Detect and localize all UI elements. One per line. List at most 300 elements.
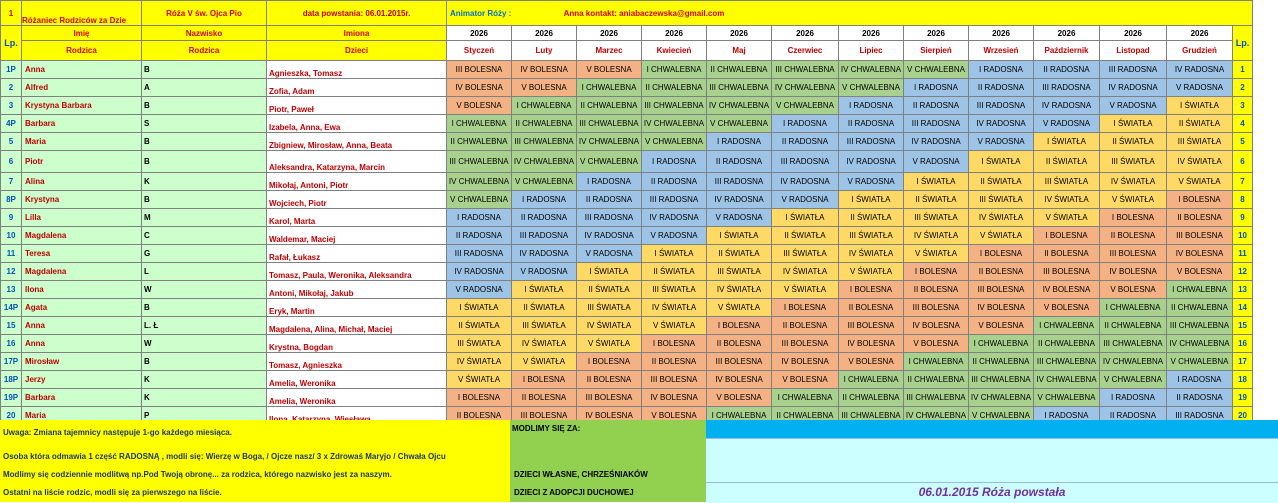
mystery-cell: IV ŚWIATŁA	[904, 227, 969, 245]
parent-first-name: Maria	[22, 133, 142, 151]
mystery-cell: V ŚWIATŁA	[447, 371, 512, 389]
mystery-cell: III ŚWIATŁA	[969, 191, 1034, 209]
row-number-right: 15	[1233, 317, 1253, 335]
mystery-cell: V CHWALEBNA	[1167, 353, 1233, 371]
row-number-right: 19	[1233, 389, 1253, 407]
row-number-right: 9	[1233, 209, 1253, 227]
mystery-cell: IV RADOSNA	[577, 227, 642, 245]
children-names: Karol, Marta	[267, 209, 447, 227]
parent-surname: B	[142, 61, 267, 79]
parent-first-name: Anna	[22, 335, 142, 353]
mystery-cell: V ŚWIATŁA	[839, 263, 904, 281]
parent-surname: S	[142, 115, 267, 133]
mystery-cell: I BOLESNA	[1167, 191, 1233, 209]
mystery-cell: IV ŚWIATŁA	[1100, 173, 1167, 191]
mystery-cell: IV CHWALEBNA	[772, 79, 839, 97]
mystery-cell: II CHWALEBNA	[839, 389, 904, 407]
mystery-cell: III RADOSNA	[512, 227, 577, 245]
mystery-cell: III ŚWIATŁA	[839, 227, 904, 245]
mystery-cell: III BOLESNA	[642, 371, 707, 389]
mystery-cell: I ŚWIATŁA	[1034, 133, 1100, 151]
mystery-cell: V CHWALEBNA	[447, 191, 512, 209]
mystery-cell: I CHWALEBNA	[577, 79, 642, 97]
mystery-cell: V BOLESNA	[642, 407, 707, 425]
mystery-cell: II BOLESNA	[969, 263, 1034, 281]
parent-surname: A	[142, 79, 267, 97]
mystery-cell: III RADOSNA	[1034, 79, 1100, 97]
mystery-cell: IV BOLESNA	[969, 299, 1034, 317]
month-header: Grudzień	[1167, 41, 1233, 61]
mystery-cell: III CHWALEBNA	[1167, 317, 1233, 335]
mystery-cell: V CHWALEBNA	[642, 133, 707, 151]
note-line: Modlimy się codziennie modlitwą np.Pod Twoją obronę... za rodzica, którego nazwisko jest za naszym.	[3, 470, 392, 479]
mystery-cell: II ŚWIATŁA	[577, 281, 642, 299]
mystery-cell: V ŚWIATŁA	[1034, 209, 1100, 227]
children-names: Krystna, Bogdan	[267, 335, 447, 353]
mystery-cell: II RADOSNA	[1100, 407, 1167, 425]
parent-surname: C	[142, 227, 267, 245]
mystery-cell: III BOLESNA	[1100, 245, 1167, 263]
mystery-cell: I ŚWIATŁA	[1100, 115, 1167, 133]
mystery-cell: III CHWALEBNA	[904, 389, 969, 407]
mystery-cell: III ŚWIATŁA	[447, 335, 512, 353]
row-number-right: 1	[1233, 61, 1253, 79]
footer-section	[0, 420, 1278, 502]
children-names: Eryk, Martin	[267, 299, 447, 317]
row-number: 7	[1, 173, 22, 191]
mystery-cell: II CHWALEBNA	[1167, 299, 1233, 317]
year-header: 2026	[1100, 26, 1167, 41]
mystery-cell: IV RADOSNA	[707, 191, 772, 209]
mystery-cell: V ŚWIATŁA	[772, 281, 839, 299]
mystery-cell: I CHWALEBNA	[839, 371, 904, 389]
parent-surname: B	[142, 353, 267, 371]
mystery-cell: IV BOLESNA	[642, 389, 707, 407]
row-number: 20	[1, 407, 22, 425]
month-header: Wrzesień	[969, 41, 1034, 61]
mystery-cell: IV CHWALEBNA	[969, 389, 1034, 407]
mystery-cell: V BOLESNA	[512, 79, 577, 97]
children-names: Aleksandra, Katarzyna, Marcin	[267, 151, 447, 173]
parent-surname: K	[142, 371, 267, 389]
mystery-cell: I CHWALEBNA	[512, 97, 577, 115]
mystery-cell: IV RADOSNA	[512, 245, 577, 263]
parent-first-name: Barbara	[22, 115, 142, 133]
mystery-cell: IV BOLESNA	[1034, 281, 1100, 299]
mystery-cell: III BOLESNA	[904, 299, 969, 317]
row-number: 18P	[1, 371, 22, 389]
mystery-cell: I CHWALEBNA	[904, 353, 969, 371]
row-number-right: 10	[1233, 227, 1253, 245]
animator-label: Animator Róży :	[450, 8, 512, 18]
mystery-cell: V BOLESNA	[577, 61, 642, 79]
children-names: Amelia, Weronika	[267, 389, 447, 407]
member-row	[1, 335, 1253, 353]
mystery-cell: IV ŚWIATŁA	[772, 263, 839, 281]
mystery-cell: V BOLESNA	[1034, 299, 1100, 317]
mystery-cell: II ŚWIATŁA	[512, 299, 577, 317]
year-header: 2026	[642, 26, 707, 41]
year-header: 2026	[969, 26, 1034, 41]
mystery-cell: IV CHWALEBNA	[1167, 335, 1233, 353]
mystery-cell: V CHWALEBNA	[904, 61, 969, 79]
row-number: 1P	[1, 61, 22, 79]
rose-name: Róża V św. Ojca Pio	[142, 1, 267, 26]
mystery-cell: II RADOSNA	[772, 133, 839, 151]
header-lp-number: 1	[1, 1, 22, 26]
rosary-title: Różaniec Rodziców za Dzie	[22, 1, 142, 26]
mystery-cell: V BOLESNA	[904, 335, 969, 353]
mystery-cell: II RADOSNA	[839, 115, 904, 133]
children-names: Zbigniew, Mirosław, Anna, Beata	[267, 133, 447, 151]
mystery-cell: III BOLESNA	[447, 61, 512, 79]
row-number-right: 14	[1233, 299, 1253, 317]
light-band	[706, 438, 1278, 483]
parent-surname: K	[142, 389, 267, 407]
mystery-cell: II ŚWIATŁA	[447, 317, 512, 335]
mystery-cell: IV CHWALEBNA	[1100, 353, 1167, 371]
member-row	[1, 245, 1253, 263]
mystery-cell: III ŚWIATŁA	[512, 317, 577, 335]
mystery-cell: II BOLESNA	[904, 281, 969, 299]
mystery-cell: V RADOSNA	[512, 263, 577, 281]
mystery-cell: V CHWALEBNA	[1100, 371, 1167, 389]
mystery-cell: IV ŚWIATŁA	[707, 281, 772, 299]
month-header: Sierpień	[904, 41, 969, 61]
mystery-cell: II ŚWIATŁA	[1034, 151, 1100, 173]
member-row	[1, 191, 1253, 209]
year-header: 2026	[512, 26, 577, 41]
mystery-cell: II ŚWIATŁA	[772, 227, 839, 245]
mystery-cell: IV BOLESNA	[1167, 245, 1233, 263]
mystery-cell: I ŚWIATŁA	[447, 299, 512, 317]
children-names: Rafał, Łukasz	[267, 245, 447, 263]
parent-first-name: Ilona	[22, 281, 142, 299]
mystery-cell: I RADOSNA	[772, 115, 839, 133]
mystery-cell: V BOLESNA	[969, 317, 1034, 335]
mystery-cell: III RADOSNA	[969, 97, 1034, 115]
mystery-cell: I RADOSNA	[969, 61, 1034, 79]
mystery-cell: IV RADOSNA	[642, 209, 707, 227]
mystery-cell: III BOLESNA	[707, 353, 772, 371]
mystery-cell: I BOLESNA	[1100, 209, 1167, 227]
mystery-cell: III ŚWIATŁA	[1167, 133, 1233, 151]
row-number-right: 12	[1233, 263, 1253, 281]
row-number: 14P	[1, 299, 22, 317]
mystery-cell: IV BOLESNA	[577, 407, 642, 425]
year-header: 2026	[447, 26, 512, 41]
year-header: 2026	[707, 26, 772, 41]
mystery-cell: IV ŚWIATŁA	[839, 245, 904, 263]
pray-line-2: DZIECI Z ADOPCJI DUCHOWEJ	[514, 488, 634, 497]
mystery-cell: I BOLESNA	[772, 299, 839, 317]
mystery-cell: II ŚWIATŁA	[969, 173, 1034, 191]
children-names: Amelia, Weronika	[267, 371, 447, 389]
parent-surname: B	[142, 299, 267, 317]
mystery-cell: III RADOSNA	[1100, 61, 1167, 79]
parent-first-name: Piotr	[22, 151, 142, 173]
mystery-cell: IV RADOSNA	[1167, 61, 1233, 79]
pray-line-1: DZIECI WŁASNE, CHRZEŚNIAKÓW	[514, 470, 648, 479]
row-number-right: 4	[1233, 115, 1253, 133]
mystery-cell: V BOLESNA	[772, 371, 839, 389]
member-row	[1, 389, 1253, 407]
row-number: 10	[1, 227, 22, 245]
children-header-top: Imiona	[267, 26, 447, 41]
parent-surname: B	[142, 151, 267, 173]
mystery-cell: II RADOSNA	[1167, 389, 1233, 407]
member-row	[1, 61, 1253, 79]
children-names: Agnieszka, Tomasz	[267, 61, 447, 79]
mystery-cell: III CHWALEBNA	[772, 61, 839, 79]
mystery-cell: V CHWALEBNA	[1034, 389, 1100, 407]
month-header: Marzec	[577, 41, 642, 61]
mystery-cell: I RADOSNA	[642, 151, 707, 173]
mystery-cell: V RADOSNA	[839, 173, 904, 191]
children-names: Antoni, Mikołaj, Jakub	[267, 281, 447, 299]
row-number: 9	[1, 209, 22, 227]
parent-surname: G	[142, 245, 267, 263]
mystery-cell: I ŚWIATŁA	[707, 227, 772, 245]
mystery-cell: III CHWALEBNA	[642, 97, 707, 115]
parent-surname: B	[142, 97, 267, 115]
mystery-cell: III BOLESNA	[1034, 263, 1100, 281]
mystery-cell: IV CHWALEBNA	[839, 61, 904, 79]
mystery-cell: IV BOLESNA	[512, 61, 577, 79]
mystery-cell: I RADOSNA	[512, 191, 577, 209]
mystery-cell: V CHWALEBNA	[772, 97, 839, 115]
member-row	[1, 209, 1253, 227]
mystery-cell: II ŚWIATŁA	[839, 209, 904, 227]
mystery-cell: V ŚWIATŁA	[969, 227, 1034, 245]
mystery-cell: I RADOSNA	[904, 79, 969, 97]
mystery-cell: IV BOLESNA	[904, 317, 969, 335]
mystery-cell: V BOLESNA	[1100, 281, 1167, 299]
mystery-cell: II BOLESNA	[1034, 245, 1100, 263]
mystery-cell: II CHWALEBNA	[447, 133, 512, 151]
parent-first-name: Mirosław	[22, 353, 142, 371]
mystery-cell: V ŚWIATŁA	[1167, 173, 1233, 191]
mystery-cell: V RADOSNA	[904, 151, 969, 173]
founding-date: data powstania: 06.01.2015r.	[267, 1, 447, 26]
parent-surname: P	[142, 407, 267, 425]
mystery-cell: IV RADOSNA	[772, 173, 839, 191]
mystery-cell: I BOLESNA	[904, 263, 969, 281]
mystery-cell: II RADOSNA	[969, 79, 1034, 97]
mystery-cell: III CHWALEBNA	[512, 133, 577, 151]
mystery-cell: IV RADOSNA	[839, 151, 904, 173]
mystery-cell: II BOLESNA	[577, 371, 642, 389]
mystery-cell: V CHWALEBNA	[969, 407, 1034, 425]
mystery-cell: I RADOSNA	[1034, 407, 1100, 425]
mystery-cell: II CHWALEBNA	[969, 353, 1034, 371]
founded-text: 06.01.2015 Róża powstała	[918, 485, 1066, 499]
mystery-cell: I ŚWIATŁA	[577, 263, 642, 281]
month-header: Listopad	[1100, 41, 1167, 61]
note-line: Uwaga: Zmiana tajemnicy następuje 1-go każdego miesiąca.	[3, 428, 232, 437]
row-number-right: 7	[1233, 173, 1253, 191]
mystery-cell: III ŚWIATŁA	[904, 209, 969, 227]
children-names: Zofia, Adam	[267, 79, 447, 97]
member-row	[1, 299, 1253, 317]
mystery-cell: II CHWALEBNA	[707, 61, 772, 79]
mystery-cell: V ŚWIATŁA	[642, 317, 707, 335]
mystery-cell: II CHWALEBNA	[1034, 335, 1100, 353]
mystery-cell: I BOLESNA	[512, 371, 577, 389]
row-number-right: 2	[1233, 79, 1253, 97]
mystery-cell: II CHWALEBNA	[642, 79, 707, 97]
mystery-cell: IV CHWALEBNA	[1034, 371, 1100, 389]
mystery-cell: IV BOLESNA	[707, 371, 772, 389]
mystery-cell: V RADOSNA	[577, 245, 642, 263]
row-number: 15	[1, 317, 22, 335]
mystery-cell: III ŚWIATŁA	[577, 299, 642, 317]
row-number: 8P	[1, 191, 22, 209]
mystery-cell: III RADOSNA	[577, 209, 642, 227]
mystery-cell: I BOLESNA	[447, 389, 512, 407]
mystery-cell: IV RADOSNA	[447, 263, 512, 281]
parent-surname: W	[142, 281, 267, 299]
month-header: Styczeń	[447, 41, 512, 61]
parent-surname: K	[142, 173, 267, 191]
mystery-cell: III BOLESNA	[577, 389, 642, 407]
mystery-cell: IV ŚWIATŁA	[512, 335, 577, 353]
mystery-cell: V RADOSNA	[1034, 115, 1100, 133]
mystery-cell: V RADOSNA	[707, 209, 772, 227]
parent-surname: B	[142, 191, 267, 209]
mystery-cell: II ŚWIATŁA	[1100, 133, 1167, 151]
mystery-cell: II BOLESNA	[1100, 227, 1167, 245]
year-header: 2026	[772, 26, 839, 41]
year-header: 2026	[904, 26, 969, 41]
month-header: Październik	[1034, 41, 1100, 61]
mystery-cell: V RADOSNA	[1167, 79, 1233, 97]
row-number: 5	[1, 133, 22, 151]
mystery-cell: V CHWALEBNA	[512, 173, 577, 191]
mystery-cell: V ŚWIATŁA	[707, 299, 772, 317]
mystery-cell: III BOLESNA	[839, 317, 904, 335]
row-number-right: 17	[1233, 353, 1253, 371]
mystery-cell: II BOLESNA	[839, 299, 904, 317]
mystery-cell: II RADOSNA	[1034, 61, 1100, 79]
row-number: 4P	[1, 115, 22, 133]
member-row	[1, 371, 1253, 389]
row-number-right: 6	[1233, 151, 1253, 173]
mystery-cell: III ŚWIATŁA	[642, 281, 707, 299]
parent-first-name: Jerzy	[22, 371, 142, 389]
children-names: Tomasz, Agnieszka	[267, 353, 447, 371]
mystery-cell: IV ŚWIATŁA	[642, 299, 707, 317]
mystery-cell: I ŚWIATŁA	[642, 245, 707, 263]
row-number: 17P	[1, 353, 22, 371]
parent-first-name: Magdalena	[22, 227, 142, 245]
mystery-cell: III RADOSNA	[1167, 407, 1233, 425]
member-row	[1, 97, 1253, 115]
mystery-cell: V RADOSNA	[447, 281, 512, 299]
blue-band	[706, 420, 1278, 438]
parent-surname: W	[142, 335, 267, 353]
mystery-cell: IV CHWALEBNA	[512, 151, 577, 173]
parent-first-name: Anna	[22, 317, 142, 335]
parent-first-name: Lilla	[22, 209, 142, 227]
mystery-cell: I CHWALEBNA	[1100, 299, 1167, 317]
note-line: Osoba która odmawia 1 część RADOSNĄ , modli się: Wierzę w Boga, / Ojcze nasz/ 3 x Zdrowaś Maryjo / Chwała Ojcu	[3, 452, 446, 461]
mystery-cell: IV BOLESNA	[839, 335, 904, 353]
member-row	[1, 263, 1253, 281]
prayer-intentions-box	[510, 420, 706, 502]
mystery-cell: II RADOSNA	[512, 209, 577, 227]
children-names: Wojciech, Piotr	[267, 191, 447, 209]
year-header: 2026	[1034, 26, 1100, 41]
surname-header-top: Nazwisko	[142, 26, 267, 41]
member-row	[1, 133, 1253, 151]
mystery-cell: I ŚWIATŁA	[904, 173, 969, 191]
lp-header-right: Lp.	[1233, 26, 1253, 61]
children-names: Izabela, Anna, Ewa	[267, 115, 447, 133]
month-header: Kwiecień	[642, 41, 707, 61]
row-number-right: 18	[1233, 371, 1253, 389]
mystery-cell: I CHWALEBNA	[1034, 317, 1100, 335]
mystery-cell: II CHWALEBNA	[1100, 317, 1167, 335]
member-row	[1, 115, 1253, 133]
mystery-cell: III BOLESNA	[512, 407, 577, 425]
mystery-cell: II BOLESNA	[772, 317, 839, 335]
parent-first-name: Maria	[22, 407, 142, 425]
mystery-cell: III BOLESNA	[969, 281, 1034, 299]
mystery-cell: II BOLESNA	[447, 407, 512, 425]
mystery-cell: IV ŚWIATŁA	[577, 317, 642, 335]
mystery-cell: IV ŚWIATŁA	[969, 209, 1034, 227]
animator-contact: Anna kontakt: aniabaczewska@gmail.com	[563, 8, 725, 18]
row-number-right: 16	[1233, 335, 1253, 353]
member-row	[1, 281, 1253, 299]
row-number-right: 13	[1233, 281, 1253, 299]
month-header: Luty	[512, 41, 577, 61]
mystery-cell: IV CHWALEBNA	[707, 97, 772, 115]
mystery-cell: II BOLESNA	[1167, 209, 1233, 227]
mystery-cell: III CHWALEBNA	[577, 115, 642, 133]
mystery-cell: II BOLESNA	[707, 335, 772, 353]
parent-first-name: Krystyna	[22, 191, 142, 209]
mystery-cell: III RADOSNA	[642, 191, 707, 209]
parent-first-name: Alina	[22, 173, 142, 191]
mystery-cell: IV CHWALEBNA	[447, 173, 512, 191]
mystery-cell: IV ŚWIATŁA	[1167, 151, 1233, 173]
mystery-cell: II RADOSNA	[707, 151, 772, 173]
mystery-cell: V BOLESNA	[839, 353, 904, 371]
member-row	[1, 227, 1253, 245]
mystery-cell: III ŚWIATŁA	[772, 245, 839, 263]
mystery-cell: III ŚWIATŁA	[707, 263, 772, 281]
mystery-cell: V RADOSNA	[969, 133, 1034, 151]
mystery-cell: III CHWALEBNA	[839, 407, 904, 425]
parent-first-name: Anna	[22, 61, 142, 79]
mystery-cell: I RADOSNA	[447, 209, 512, 227]
mystery-cell: V ŚWIATŁA	[577, 335, 642, 353]
mystery-cell: I CHWALEBNA	[707, 407, 772, 425]
parent-first-name: Magdalena	[22, 263, 142, 281]
mystery-cell: V ŚWIATŁA	[904, 245, 969, 263]
children-names: Waldemar, Maciej	[267, 227, 447, 245]
mystery-cell: I CHWALEBNA	[969, 335, 1034, 353]
mystery-cell: IV CHWALEBNA	[577, 133, 642, 151]
mystery-cell: II RADOSNA	[447, 227, 512, 245]
row-number: 11	[1, 245, 22, 263]
year-header: 2026	[839, 26, 904, 41]
parent-first-name: Barbara	[22, 389, 142, 407]
note-line: Ostatni na liście rodzic, modli się za pierwszego na liście.	[3, 488, 222, 497]
mystery-cell: I CHWALEBNA	[642, 61, 707, 79]
